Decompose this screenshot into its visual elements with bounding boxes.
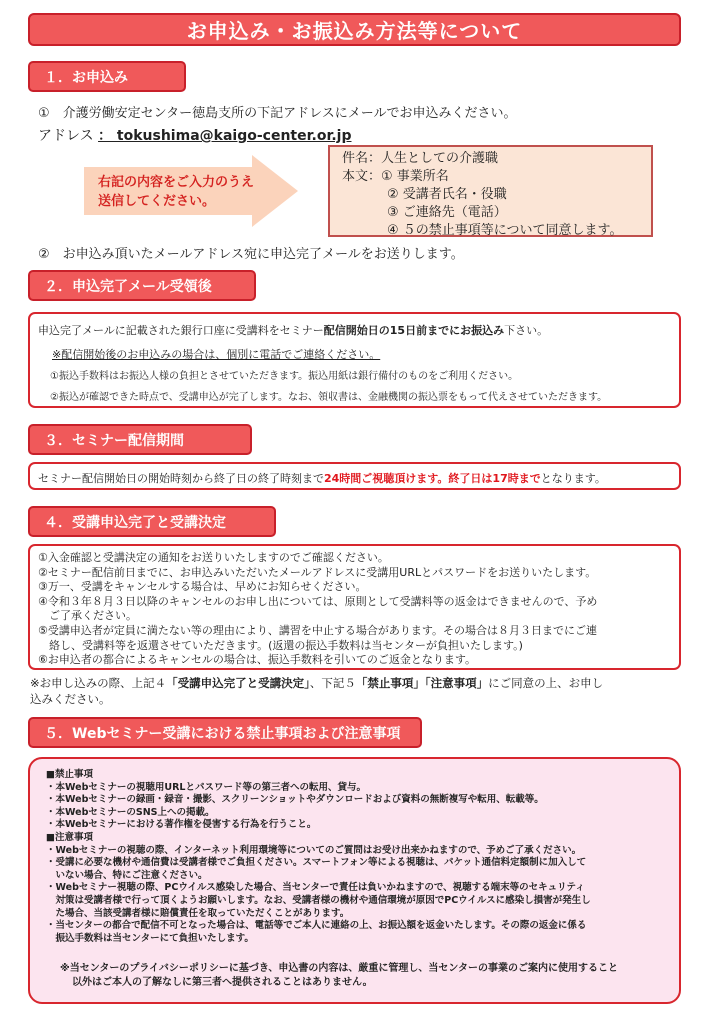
sec3-text-a: セミナー配信開始日の開始時刻から終了日の終了時刻まで xyxy=(38,472,324,485)
mail-template-box xyxy=(328,145,653,237)
sec5-line-6: ■注意事項 xyxy=(46,831,93,843)
sec2-line1-a: 申込完了メールに記載された銀行口座に受講料をセミナー xyxy=(38,324,324,337)
privacy-note xyxy=(60,962,618,990)
sec5-line-10: ・Webセミナー視聴の際、PCウイルス感染した場合、当センターで責任は負いかねますので、視聴する端末等のセキュリティ xyxy=(46,882,585,894)
sec5-line-3: ・本Webセミナーの録画・録音・撮影、スクリーンショットやダウンロードおよび資料の無断複写や転用、転載等。 xyxy=(46,794,544,806)
sec5-line-7: ・Webセミナーの視聴の際、インターネット利用環境等についてのご質問はお受け出来かねますので、予めご了承ください。 xyxy=(46,844,582,856)
sec5-list xyxy=(46,769,591,945)
section-2-heading: ２．申込完了メール受領後 xyxy=(28,270,256,301)
sec1-line1: ① 介護労働安定センター徳島支所の下記アドレスにメールでお申込みください。 xyxy=(38,106,517,121)
section-5-box xyxy=(28,757,681,1004)
sec3-text xyxy=(38,470,606,486)
sec5-line-14: 振込手数料は当センターにて負担いたします。 xyxy=(46,932,254,944)
page-title: お申込み・お振込み方法等について xyxy=(28,13,681,46)
sec4-list xyxy=(38,551,597,668)
sec2-line1-c: 下さい。 xyxy=(504,324,549,337)
instruction-arrow xyxy=(84,155,300,227)
sec4-note xyxy=(30,675,603,707)
mail-subject: 件名：人生としての介護職 xyxy=(342,151,499,166)
address-label: アドレス xyxy=(38,128,94,144)
sec5-line-5: ・本Webセミナーにおける著作権を侵害する行為を行うこと。 xyxy=(46,819,317,831)
sec5-line-11: 対策は受講者様で行って頂くようお願いします。なお、受講者様の機材や通信環境が原因でPCウイルスに感染し損害が発生し xyxy=(46,894,591,906)
arrow-text-line1: 右記の内容をご入力のうえ xyxy=(98,175,255,190)
mail-body-2: ② 受講者氏名・役職 xyxy=(387,187,507,202)
sec5-line-4: ・本WebセミナーのSNS上への掲載。 xyxy=(46,806,215,818)
sec4-item-4: ④令和３年８月３日以降のキャンセルのお申し出については、原則として受講料等の返金はできませんので、予め xyxy=(38,594,598,608)
mail-body-4: ④ ５の禁止事項等について同意します。 xyxy=(387,223,623,238)
section-5-heading: ５．Webセミナー受講における禁止事項および注意事項 xyxy=(28,717,422,748)
sec3-text-highlight: 24時間ご視聴頂けます。終了日は17時まで xyxy=(324,472,541,485)
sec2-line3: ①振込手数料はお振込人様の負担とさせていただきます。振込用紙は銀行備付のものをご利用ください。 xyxy=(50,371,519,382)
sec4-note-e: にご同意の上、お申し xyxy=(488,676,604,690)
sec4-item-6: ⑥お申込者の都合によるキャンセルの場合は、振込手数料を引いてのご返金となります。 xyxy=(38,653,476,667)
sec4-item-4-cont: ご了承ください。 xyxy=(38,609,137,623)
sec4-note-b: 「受講申込完了と受講決定」 xyxy=(166,676,310,690)
sec4-note-d: 「禁止事項」「注意事項」 xyxy=(355,676,489,690)
sec2-line2: ※配信開始後のお申込みの場合は、個別に電話でご連絡ください。 xyxy=(52,348,381,361)
sec5-line-8: ・受講に必要な機材や通信費は受講者様でご負担ください。スマートフォン等による視聴は、パケット通信料定額制に加入して xyxy=(46,857,587,869)
section-1-heading: １．お申込み xyxy=(28,61,186,92)
sec3-text-c: となります。 xyxy=(540,472,606,485)
sec4-note-a: ※お申し込みの際、上記４ xyxy=(30,676,167,690)
arrow-text-line2: 送信してください。 xyxy=(98,194,216,209)
sec5-line-9: いない場合、特にご注意ください。 xyxy=(46,869,208,881)
privacy-line-2: 以外はご本人の了解なしに第三者へ提供されることはありません。 xyxy=(72,977,373,988)
sec5-line-13: ・当センターの都合で配信不可となった場合は、電話等でご本人に連絡の上、お振込額を返金いたします。その際の返金に係る xyxy=(46,920,587,932)
mail-body-3: ③ ご連絡先（電話） xyxy=(387,205,507,220)
sec1-line2: ② お申込み頂いたメールアドレス宛に申込完了メールをお送りします。 xyxy=(38,247,464,262)
section-3-heading: ３．セミナー配信期間 xyxy=(28,424,252,455)
sec2-line4: ②振込が確認できた時点で、受講申込が完了します。なお、領収書は、金融機関の振込票をもって代えさせていただきます。 xyxy=(50,392,608,403)
section-4-heading: ４．受講申込完了と受講決定 xyxy=(28,506,276,537)
sec4-note-f: 込みください。 xyxy=(30,692,111,706)
sec4-item-5: ⑤受講申込者が定員に満たない等の理由により、講習を中止する場合があります。その場合は８月３日までにご連 xyxy=(38,623,597,637)
email-address-line xyxy=(38,125,352,145)
section-4-box xyxy=(28,544,681,670)
section-2-box xyxy=(28,312,681,408)
sec4-item-3: ③万一、受講をキャンセルする場合は、早めにお知らせください。 xyxy=(38,580,367,594)
email-address-link[interactable]: ： tokushima@kaigo-center.or.jp xyxy=(98,128,352,144)
sec4-item-2: ②セミナー配信前日までに、お申込みいただいたメールアドレスに受講用URLとパスワードをお送りいたします。 xyxy=(38,565,597,579)
section-3-box xyxy=(28,462,681,490)
privacy-line-1: ※当センターのプライバシーポリシーに基づき、申込書の内容は、厳重に管理し、当センターの事業のご案内に使用すること xyxy=(60,963,619,974)
sec4-note-c: 、下記５ xyxy=(309,676,356,690)
sec2-line1-b: 配信開始日の15日前までにお振込み xyxy=(323,324,505,337)
sec4-item-5-cont: 絡し、受講料等を返還させていただきます。(返還の振込手数料は当センターが負担いたします。) xyxy=(38,638,523,652)
sec4-item-1: ①入金確認と受講決定の通知をお送りいたしますのでご確認ください。 xyxy=(38,551,389,564)
sec5-line-1: ■禁止事項 xyxy=(46,769,93,780)
sec2-line1 xyxy=(38,322,548,338)
mail-body-1: 本文：① 事業所名 xyxy=(342,169,449,184)
sec5-line-2: ・本Webセミナーの視聴用URLとパスワード等の第三者への転用、貸与。 xyxy=(46,781,366,793)
sec5-line-12: た場合、当該受講者様に賠償責任を取っていただくことがあります。 xyxy=(46,907,350,919)
